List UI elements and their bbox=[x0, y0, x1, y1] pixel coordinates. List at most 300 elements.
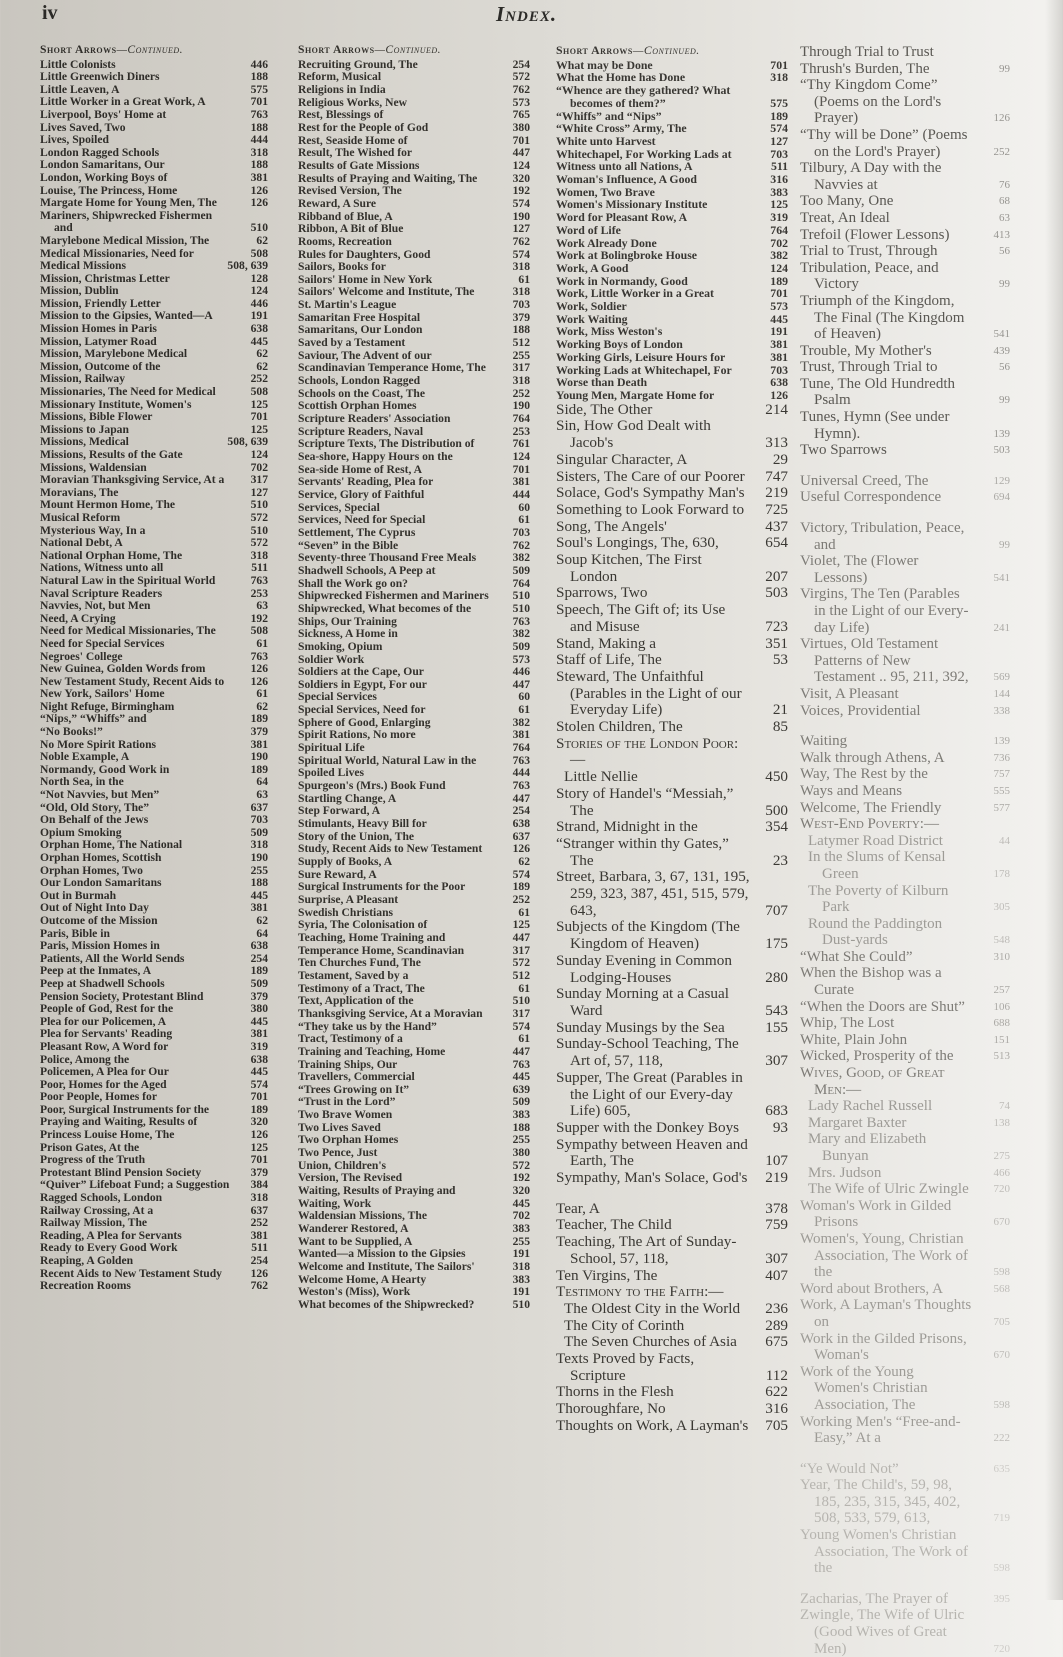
entry-pages: 68 bbox=[999, 195, 1010, 208]
entry-title: Seventy-three Thousand Free Meals bbox=[298, 551, 477, 565]
entry-pages: 637 bbox=[250, 1203, 268, 1217]
entry-title: Spoiled Lives bbox=[298, 766, 365, 780]
entry-pages: 512 bbox=[512, 336, 530, 350]
index-entry bbox=[800, 586, 1010, 636]
entry-pages: 447 bbox=[512, 791, 530, 805]
entry-pages: 155 bbox=[765, 1018, 788, 1036]
entry-pages: 445 bbox=[250, 1065, 268, 1079]
entry-title: On Behalf of the Jews bbox=[40, 813, 149, 827]
entry-pages: 573 bbox=[770, 299, 788, 314]
entry-pages: 320 bbox=[250, 1115, 268, 1129]
index-entry bbox=[298, 451, 530, 464]
entry-pages: 126 bbox=[250, 183, 268, 197]
index-block-large-type bbox=[556, 402, 788, 1435]
entry-pages: 305 bbox=[993, 901, 1010, 914]
index-entry bbox=[298, 603, 530, 616]
entry-title: Tract, Testimony of a bbox=[298, 1032, 403, 1046]
entry-pages: 338 bbox=[993, 704, 1010, 717]
entry-title: Subjects of the Kingdom (The Kingdom of Heaven) bbox=[556, 918, 740, 953]
entry-title: Word for Pleasant Row, A bbox=[556, 210, 688, 225]
entry-title: Musical Reform bbox=[40, 510, 121, 524]
entry-title: Ragged Schools, London bbox=[40, 1191, 163, 1205]
entry-pages: 126 bbox=[250, 1128, 268, 1142]
index-entry bbox=[556, 502, 788, 519]
entry-title: Witness unto all Nations, A bbox=[556, 159, 693, 174]
index-entry bbox=[40, 348, 268, 361]
index-entry bbox=[298, 666, 530, 679]
section-header-name: Short Arrows bbox=[40, 43, 117, 56]
entry-title: Religions in India bbox=[298, 82, 386, 96]
index-entry bbox=[556, 1020, 788, 1037]
index-entry bbox=[298, 957, 530, 970]
index-entry bbox=[556, 1201, 788, 1218]
entry-pages: 638 bbox=[250, 939, 268, 953]
entry-pages: 192 bbox=[250, 611, 268, 625]
entry-title: Training Ships, Our bbox=[298, 1057, 398, 1071]
index-entry bbox=[40, 512, 268, 525]
entry-pages: 447 bbox=[512, 146, 530, 160]
entry-title: Service, Glory of Faithful bbox=[298, 487, 425, 501]
index-entry bbox=[556, 585, 788, 602]
entry-title: Rest for the People of God bbox=[298, 120, 429, 134]
index-entry bbox=[800, 359, 1010, 376]
entry-title: Story of the Union, The bbox=[298, 829, 415, 843]
entry-pages: 189 bbox=[770, 273, 788, 288]
index-entry bbox=[298, 122, 530, 135]
entry-title: Sea-side Home of Rest, A bbox=[298, 462, 422, 476]
entry-title: Recreation Rooms bbox=[40, 1279, 131, 1293]
entry-title: Supper with the Donkey Boys bbox=[556, 1118, 740, 1136]
index-entry bbox=[800, 1181, 1010, 1198]
entry-pages: 382 bbox=[512, 627, 530, 641]
entry-title: “White Cross” Army, The bbox=[556, 121, 687, 136]
entry-title: Religious Works, New bbox=[298, 95, 407, 109]
entry-title: Noble Example, A bbox=[40, 750, 130, 764]
section-header bbox=[40, 44, 268, 57]
entry-pages: 723 bbox=[765, 617, 788, 635]
letter-gap bbox=[800, 1447, 1010, 1461]
index-entry bbox=[800, 127, 1010, 160]
entry-title: Two Orphan Homes bbox=[298, 1133, 399, 1147]
entry-title: New York, Sailors' Home bbox=[40, 687, 165, 701]
entry-pages: 762 bbox=[512, 538, 530, 552]
entry-pages: 318 bbox=[512, 374, 530, 388]
entry-pages: 702 bbox=[250, 460, 268, 474]
entry-pages: 508, 639 bbox=[227, 435, 268, 449]
entry-title: Sure Reward, A bbox=[298, 867, 377, 881]
index-entry bbox=[800, 260, 1010, 293]
index-entry bbox=[800, 965, 1010, 998]
entry-pages: 381 bbox=[250, 1228, 268, 1242]
entry-pages: 763 bbox=[250, 107, 268, 121]
index-entry bbox=[556, 1418, 788, 1435]
index-entry bbox=[800, 1281, 1010, 1298]
entry-title: Paris, Mission Homes in bbox=[40, 939, 160, 953]
entry-pages: 318 bbox=[250, 548, 268, 562]
entry-pages: 762 bbox=[250, 1279, 268, 1293]
entry-pages: 574 bbox=[512, 196, 530, 210]
entry-title: Praying and Waiting, Results of bbox=[40, 1115, 198, 1129]
entry-pages: 53 bbox=[772, 651, 788, 669]
entry-pages: 720 bbox=[993, 1642, 1010, 1655]
entry-pages: 573 bbox=[512, 95, 530, 109]
index-entry bbox=[298, 1147, 530, 1160]
entry-title: Zwingle, The Wife of Ulric (Good Wives of Great Men) bbox=[800, 1607, 965, 1657]
entry-pages: 764 bbox=[512, 412, 530, 426]
entry-pages: 598 bbox=[993, 1266, 1010, 1279]
entry-pages: 85 bbox=[772, 718, 788, 736]
entry-pages: 378 bbox=[765, 1199, 788, 1217]
index-entry bbox=[556, 1120, 788, 1137]
index-entry bbox=[556, 173, 788, 186]
entry-pages: 763 bbox=[250, 573, 268, 587]
entry-pages: 445 bbox=[512, 1070, 530, 1084]
entry-pages: 762 bbox=[512, 234, 530, 248]
entry-title: Women's Missionary Institute bbox=[556, 197, 708, 212]
entry-title: Out in Burmah bbox=[40, 888, 117, 902]
entry-title: Thoroughfare, No bbox=[556, 1400, 666, 1418]
entry-title: Wanted—a Mission to the Gipsies bbox=[298, 1247, 466, 1261]
index-entry bbox=[298, 780, 530, 793]
entry-title: Text, Application of the bbox=[298, 994, 414, 1008]
entry-title: Welcome Home, A Hearty bbox=[298, 1272, 427, 1286]
entry-pages: 383 bbox=[512, 1272, 530, 1286]
index-entry bbox=[298, 185, 530, 198]
entry-title: Tune, The Old Hundredth Psalm bbox=[800, 375, 955, 409]
entry-title: “Nips,” “Whiffs” and bbox=[40, 712, 147, 726]
entry-pages: 318 bbox=[512, 1260, 530, 1273]
entry-pages: 509 bbox=[512, 639, 530, 653]
entry-title: Shipwrecked, What becomes of the bbox=[298, 601, 472, 615]
entry-pages: 413 bbox=[993, 228, 1010, 241]
entry-title: Little Colonists bbox=[40, 57, 116, 71]
entry-title: Missions to Japan bbox=[40, 422, 129, 436]
entry-pages: 383 bbox=[770, 184, 788, 199]
entry-pages: 310 bbox=[993, 950, 1010, 963]
entry-title: Soldiers in Egypt, For our bbox=[298, 677, 427, 691]
entry-title: Sunday Morning at a Casual Ward bbox=[556, 985, 729, 1019]
entry-pages: 445 bbox=[770, 311, 788, 326]
index-entry bbox=[40, 134, 268, 147]
entry-pages: 318 bbox=[770, 70, 788, 85]
entry-title: Trouble, My Mother's bbox=[800, 342, 932, 359]
entry-pages: 252 bbox=[512, 892, 530, 906]
entry-pages: 129 bbox=[993, 474, 1010, 487]
entry-pages: 254 bbox=[512, 57, 530, 71]
index-entry bbox=[40, 1066, 268, 1079]
entry-pages: 257 bbox=[993, 984, 1010, 997]
entry-pages: 255 bbox=[512, 1133, 530, 1147]
entry-title: Medical Missionaries, Need for bbox=[40, 246, 194, 260]
entry-pages: 381 bbox=[512, 475, 530, 489]
index-entry bbox=[40, 915, 268, 928]
entry-title: Word of Life bbox=[556, 222, 621, 237]
entry-pages: 214 bbox=[765, 400, 788, 418]
entry-pages: 188 bbox=[250, 158, 268, 172]
entry-pages: 508, 639 bbox=[227, 259, 268, 273]
entry-pages: 319 bbox=[250, 1039, 268, 1053]
index-entry bbox=[298, 1109, 530, 1122]
entry-pages: 56 bbox=[999, 361, 1010, 374]
entry-pages: 447 bbox=[512, 677, 530, 691]
entry-pages: 126 bbox=[250, 1266, 268, 1280]
entry-title: Sunday Evening in Common Lodging-Houses bbox=[556, 951, 732, 986]
index-entry bbox=[298, 742, 530, 755]
entry-pages: 572 bbox=[512, 956, 530, 970]
entry-pages: 503 bbox=[993, 444, 1010, 457]
index-entry bbox=[40, 663, 268, 676]
entry-title: Sin, How God Dealt with Jacob's bbox=[556, 417, 711, 452]
entry-title: Rest, Seaside Home of bbox=[298, 133, 408, 147]
entry-title: Rules for Daughters, Good bbox=[298, 247, 431, 261]
entry-title: No More Spirit Rations bbox=[40, 737, 157, 751]
entry-title: “Thy will be Done” (Poems on the Lord's Prayer) bbox=[800, 126, 968, 160]
entry-title: Mission to the Gipsies, Wanted—A bbox=[40, 309, 213, 323]
entry-title: What may be Done bbox=[556, 57, 653, 72]
entry-title: Reading, A Plea for Servants bbox=[40, 1228, 182, 1242]
index-entry bbox=[556, 389, 788, 402]
entry-pages: 701 bbox=[512, 133, 530, 147]
index-entry bbox=[40, 323, 268, 336]
entry-title: Triumph of the Kingdom, The Final (The Kingdom of Heaven) bbox=[800, 292, 965, 343]
entry-title: Mary and Elizabeth Bunyan bbox=[808, 1131, 927, 1164]
entry-pages: 572 bbox=[250, 536, 268, 550]
entry-title: Sparrows, Two bbox=[556, 584, 648, 602]
entry-pages: 654 bbox=[765, 534, 788, 552]
entry-pages: 379 bbox=[250, 1165, 268, 1179]
entry-pages: 62 bbox=[256, 359, 268, 373]
entry-pages: 688 bbox=[993, 1017, 1010, 1030]
entry-pages: 763 bbox=[512, 614, 530, 628]
entry-pages: 757 bbox=[993, 768, 1010, 781]
entry-title: Need for Medical Missionaries, The bbox=[40, 624, 216, 638]
index-entry bbox=[800, 489, 1010, 506]
entry-title: Virgins, The Ten (Parables in the Light of our Every-day Life) bbox=[800, 586, 969, 636]
entry-pages: 124 bbox=[770, 260, 788, 275]
entry-title: The Seven Churches of Asia bbox=[564, 1333, 737, 1351]
entry-title: Little Greenwich Diners bbox=[40, 70, 160, 84]
entry-title: Sailors' Home in New York bbox=[298, 272, 433, 286]
entry-title: Song, The Angels' bbox=[556, 517, 667, 535]
entry-pages: 638 bbox=[250, 322, 268, 336]
entry-pages: 188 bbox=[250, 70, 268, 84]
entry-pages: 255 bbox=[250, 863, 268, 877]
entry-title: Way, The Rest by the bbox=[800, 766, 928, 783]
entry-pages: 126 bbox=[250, 196, 268, 210]
index-entry bbox=[556, 1217, 788, 1234]
entry-pages: 63 bbox=[999, 211, 1010, 224]
entry-pages: 318 bbox=[250, 838, 268, 852]
entry-title: Two Sparrows bbox=[800, 442, 887, 459]
index-entry bbox=[298, 641, 530, 654]
entry-pages: 447 bbox=[512, 930, 530, 944]
entry-title: The Oldest City in the World bbox=[564, 1299, 741, 1317]
entry-title: Scandinavian Temperance Home, The bbox=[298, 361, 486, 375]
entry-pages: 675 bbox=[765, 1333, 788, 1351]
letter-gap bbox=[800, 459, 1010, 473]
page-edge-shadow bbox=[1045, 0, 1063, 1600]
entry-pages: 763 bbox=[512, 753, 530, 767]
entry-title: Syria, The Colonisation of bbox=[298, 918, 428, 932]
entry-pages: 445 bbox=[250, 888, 268, 902]
entry-pages: 637 bbox=[250, 800, 268, 814]
index-entry bbox=[298, 261, 530, 274]
entry-title: Two Brave Women bbox=[298, 1108, 393, 1122]
index-entry bbox=[800, 766, 1010, 783]
entry-title: Pension Society, Protestant Blind bbox=[40, 989, 204, 1003]
entry-title: Special Services bbox=[298, 690, 377, 704]
index-entry bbox=[556, 669, 788, 719]
index-entry bbox=[298, 84, 530, 97]
entry-title: West-End Poverty:— bbox=[800, 816, 939, 833]
entry-title: Results of Gate Missions bbox=[298, 158, 420, 172]
entry-title: Reaping, A Golden bbox=[40, 1254, 134, 1267]
entry-pages: 307 bbox=[765, 1249, 788, 1267]
entry-title: Navvies, Not, but Men bbox=[40, 599, 151, 613]
index-entry bbox=[40, 1154, 268, 1167]
entry-pages: 255 bbox=[512, 1234, 530, 1248]
entry-pages: 511 bbox=[770, 159, 788, 174]
entry-title: Mission, Friendly Letter bbox=[40, 296, 161, 310]
index-entry bbox=[800, 1591, 1010, 1608]
entry-pages: 764 bbox=[770, 222, 788, 237]
index-entry bbox=[298, 856, 530, 869]
entry-title: Solace, God's Sympathy Man's bbox=[556, 484, 745, 502]
entry-pages: 598 bbox=[993, 1398, 1010, 1411]
entry-title: Testimony of a Tract, The bbox=[298, 981, 425, 995]
index-entry bbox=[556, 919, 788, 952]
entry-pages: 510 bbox=[250, 221, 268, 235]
entry-title: Services, Special bbox=[298, 500, 380, 514]
entry-pages: 99 bbox=[999, 538, 1010, 551]
index-entry bbox=[556, 869, 788, 919]
index-entry bbox=[800, 1297, 1010, 1330]
entry-pages: 445 bbox=[512, 1196, 530, 1210]
entry-title: Weston's (Miss), Work bbox=[298, 1285, 411, 1299]
entry-title: Poor, Surgical Instruments for the bbox=[40, 1102, 210, 1116]
index-entry bbox=[556, 1234, 788, 1267]
entry-title: London Ragged Schools bbox=[40, 145, 160, 159]
entry-pages: 575 bbox=[770, 95, 788, 110]
entry-pages: 765 bbox=[512, 108, 530, 122]
entry-pages: 384 bbox=[250, 1178, 268, 1192]
entry-pages: 574 bbox=[512, 1019, 530, 1033]
index-entry bbox=[800, 210, 1010, 227]
index-entry bbox=[800, 833, 1010, 850]
entry-title: Scripture Readers' Association bbox=[298, 412, 451, 426]
entry-pages: 510 bbox=[512, 994, 530, 1008]
entry-title: Ships, Our Training bbox=[298, 614, 397, 628]
entry-pages: 124 bbox=[250, 448, 268, 461]
entry-pages: 705 bbox=[765, 1416, 788, 1434]
entry-title: Spiritual World, Natural Law in the bbox=[298, 753, 477, 767]
index-entry bbox=[40, 260, 268, 273]
entry-pages: 126 bbox=[770, 387, 788, 402]
entry-title: Violet, The (Flower Lessons) bbox=[800, 553, 919, 586]
entry-title: Reward, A Sure bbox=[298, 196, 377, 210]
entry-title: Margaret Baxter bbox=[808, 1114, 907, 1131]
entry-pages: 509 bbox=[512, 563, 530, 577]
index-entry bbox=[40, 789, 268, 802]
entry-title: Teaching, Home Training and bbox=[298, 930, 446, 944]
entry-pages: 747 bbox=[765, 467, 788, 485]
entry-title: What becomes of the Shipwrecked? bbox=[298, 1297, 475, 1311]
index-entry bbox=[40, 1255, 268, 1268]
page-title: Index. bbox=[496, 2, 558, 26]
entry-title: “No Books!” bbox=[40, 725, 103, 739]
entry-pages: 151 bbox=[993, 1033, 1010, 1046]
entry-pages: 572 bbox=[250, 510, 268, 524]
entry-title: “Quiver” Lifeboat Fund; a Suggestion bbox=[40, 1178, 230, 1192]
entry-pages: 61 bbox=[518, 272, 530, 286]
entry-pages: 670 bbox=[993, 1349, 1010, 1362]
index-entry bbox=[556, 602, 788, 635]
entry-pages: 598 bbox=[993, 1562, 1010, 1575]
index-entry bbox=[298, 818, 530, 831]
index-entry bbox=[298, 527, 530, 540]
entry-title: Margate Home for Young Men, The bbox=[40, 196, 217, 210]
entry-title: Union, Children's bbox=[298, 1158, 387, 1172]
entry-pages: 56 bbox=[999, 245, 1010, 258]
entry-title: “They take us by the Hand” bbox=[298, 1019, 437, 1033]
entry-pages: 189 bbox=[250, 1102, 268, 1116]
entry-title: Mysterious Way, In a bbox=[40, 523, 146, 537]
entry-pages: 319 bbox=[770, 210, 788, 225]
entry-title: “Whence are they gathered? What becomes of them?” bbox=[556, 83, 731, 110]
entry-title: Missions, Waldensian bbox=[40, 460, 147, 474]
entry-pages: 381 bbox=[250, 170, 268, 184]
entry-title: Mission, Latymer Road bbox=[40, 334, 157, 348]
entry-title: The Poverty of Kilburn Park bbox=[808, 882, 949, 916]
index-entry bbox=[40, 386, 268, 399]
index-entry bbox=[298, 1071, 530, 1084]
entry-title: Naval Scripture Readers bbox=[40, 586, 163, 600]
entry-pages: 64 bbox=[256, 775, 268, 789]
entry-pages: 191 bbox=[250, 309, 268, 323]
entry-pages: 317 bbox=[250, 473, 268, 487]
entry-title: Year, The Child's, 59, 98, 185, 235, 315, 345, 402, 508, 533, 579, 613, bbox=[800, 1477, 961, 1527]
entry-title: Protestant Blind Pension Society bbox=[40, 1165, 202, 1179]
entry-pages: 381 bbox=[770, 349, 788, 364]
entry-title: Police, Among the bbox=[40, 1052, 130, 1066]
entry-title: “Whiffs” and “Nips” bbox=[556, 108, 662, 123]
index-entry bbox=[298, 236, 530, 249]
index-entry bbox=[800, 553, 1010, 586]
entry-title: Young Men, Margate Home for bbox=[556, 387, 715, 402]
index-entry bbox=[40, 877, 268, 890]
index-entry bbox=[40, 109, 268, 122]
entry-pages: 510 bbox=[512, 1297, 530, 1311]
index-entry bbox=[40, 285, 268, 298]
entry-title: Samaritan Free Hospital bbox=[298, 310, 421, 324]
entry-pages: 29 bbox=[772, 450, 788, 468]
page-number: iv bbox=[42, 2, 58, 24]
entry-pages: 763 bbox=[512, 1057, 530, 1071]
entry-pages: 219 bbox=[765, 484, 788, 502]
entry-pages: 275 bbox=[993, 1150, 1010, 1162]
section-header-continued: —Continued. bbox=[116, 43, 184, 56]
index-subheading bbox=[556, 736, 788, 769]
index-entry bbox=[556, 1384, 788, 1401]
index-entry bbox=[556, 1401, 788, 1418]
index-entry bbox=[298, 1299, 530, 1312]
index-entry bbox=[800, 949, 1010, 966]
entry-pages: 317 bbox=[512, 1006, 530, 1020]
index-entry bbox=[800, 376, 1010, 409]
entry-pages: 509 bbox=[250, 976, 268, 990]
entry-title: Ready to Every Good Work bbox=[40, 1241, 178, 1255]
entry-pages: 189 bbox=[250, 964, 268, 978]
